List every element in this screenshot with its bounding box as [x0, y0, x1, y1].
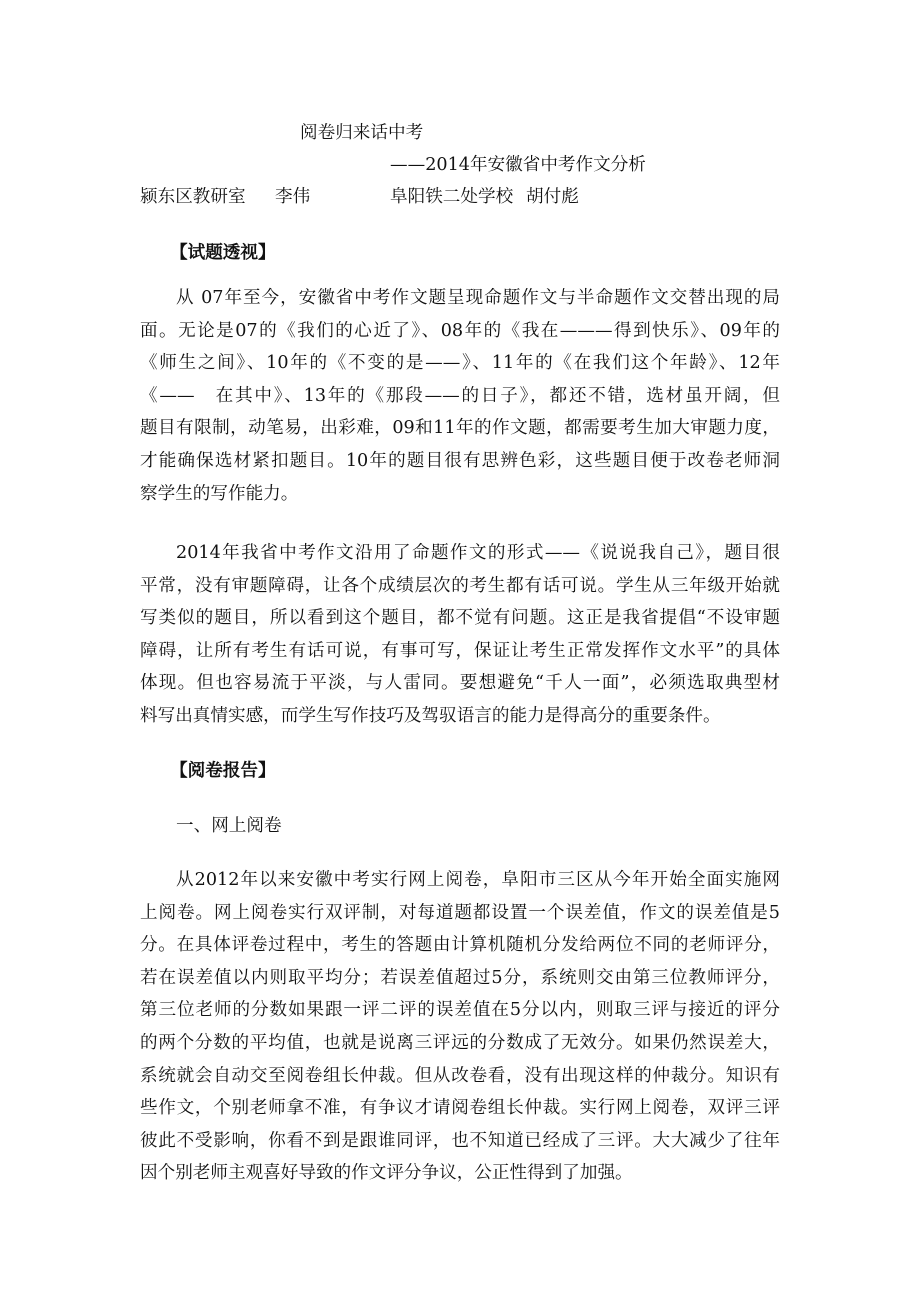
subsection-heading-online-marking: 一、网上阅卷: [176, 816, 282, 836]
document-title: 阅卷归来话中考: [300, 123, 424, 143]
paragraph-3-line: 因个别老师主观喜好导致的作文评分争议，公正性得到了加强。: [140, 1163, 633, 1184]
paragraph-2-line: 2014年我省中考作文沿用了命题作文的形式——《说说我自己》，题目很: [176, 543, 780, 563]
paragraph-1-line: 察学生的写作能力。: [140, 483, 299, 504]
paragraph-2-line: 体现。但也容易流于平淡，与人雷同。要想避免“千人一面”，必须选取典型材: [140, 673, 780, 694]
paragraph-3-line: 从2012年以来安徽中考实行网上阅卷，阜阳市三区从今年开始全面实施网: [176, 870, 780, 890]
author2-name: 胡付彪: [526, 187, 579, 207]
paragraph-1-line: 才能确保选材紧扣题目。10年的题目很有思辨色彩，这些题目便于改卷老师洞: [140, 451, 780, 471]
paragraph-3-line: 若在误差值以内则取平均分；若误差值超过5分，系统则交由第三位教师评分，: [140, 967, 780, 988]
paragraph-3-line: 些作文，个别老师拿不准，有争议才请阅卷组长仲裁。实行网上阅卷，双评三评: [140, 1098, 780, 1119]
author1-org: 颍东区教研室: [140, 187, 246, 207]
paragraph-3-line: 的两个分数的平均值，也就是说离三评远的分数成了无效分。如果仍然误差大，: [140, 1033, 780, 1053]
paragraph-3-line: 分。在具体评卷过程中，考生的答题由计算机随机分发给两位不同的老师评分，: [140, 935, 780, 956]
paragraph-1-line: 题目有限制，动笔易，出彩难，09和11年的作文题，都需要考生加大审题力度，: [140, 418, 780, 439]
paragraph-2-line: 料写出真情实感，而学生写作技巧及驾驭语言的能力是得高分的重要条件。: [140, 706, 721, 726]
paragraph-2-line: 平常，没有审题障碍，让各个成绩层次的考生都有话可说。学生从三年级开始就: [140, 575, 780, 596]
paragraph-3-line: 上阅卷。网上阅卷实行双评制，对每道题都设置一个误差值，作文的误差值是5: [140, 902, 780, 923]
paragraph-3-line: 彼此不受影响，你看不到是跟谁同评，也不知道已经成了三评。大大减少了往年: [140, 1130, 780, 1151]
author-line: [140, 186, 780, 208]
document-subtitle: ——2014年安徽省中考作文分析: [390, 155, 646, 175]
section-heading-question-analysis: 【试题透视】: [170, 242, 276, 263]
author2-org: 阜阳铁二处学校: [390, 187, 514, 207]
paragraph-1-line: 《—— 在其中》、13年的《那段——的日子》，都还不错，选材虽开阔，但: [140, 385, 780, 406]
paragraph-3-line: 第三位老师的分数如果跟一评二评的误差值在5分以内，则取三评与接近的评分: [140, 1000, 780, 1021]
author1-name: 李伟: [275, 187, 311, 207]
paragraph-2-line: 障碍，让所有考生有话可说，有事可写，保证让考生正常发挥作文水平”的具体: [140, 640, 780, 661]
paragraph-1-line: 面。无论是07的《我们的心近了》、08年的《我在———得到快乐》、09年的: [140, 320, 780, 341]
paragraph-3-line: 系统就会自动交至阅卷组长仲裁。但从改卷看，没有出现这样的仲裁分。知识有: [140, 1065, 780, 1086]
paragraph-2-line: 写类似的题目，所以看到这个题目，都不觉有问题。这正是我省提倡“不设审题: [140, 608, 780, 629]
section-heading-marking-report: 【阅卷报告】: [170, 760, 276, 781]
paragraph-1-line: 从 07年至今，安徽省中考作文题呈现命题作文与半命题作文交替出现的局: [176, 288, 780, 308]
paragraph-1-line: 《师生之间》、10年的《不变的是——》、11年的《在我们这个年龄》、12年: [140, 353, 780, 374]
